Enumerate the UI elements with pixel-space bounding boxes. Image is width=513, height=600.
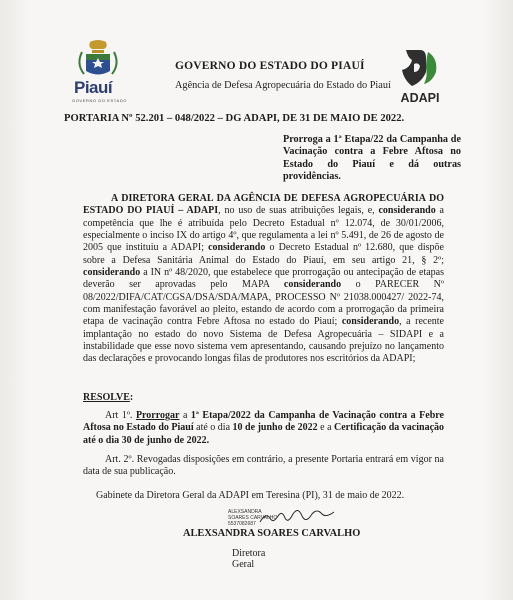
signer-role: Diretora Geral xyxy=(232,548,266,570)
ementa: Prorroga a 1ª Etapa/22 da Campanha de Vacinação contra a Febre Aftosa no Estado do Piauí e dá outras providências. xyxy=(283,134,461,183)
director-title: A DIRETORA GERAL DA AGÊNCIA DE DEFESA AGROPECUÁRIA DO ESTADO DO PIAUÍ – ADAPI xyxy=(83,193,444,217)
preamble-paragraph: A DIRETORA GERAL DA AGÊNCIA DE DEFESA AGROPECUÁRIA DO ESTADO DO PIAUÍ – ADAPI, no uso de suas atribuições legais, e, considerando a competência que lhe é atribuída pelo Decreto Estadual nº 12.074, de 30/01/2006, especialmente o inciso IX do artigo 4º, que regulamenta a lei nº 5.491, de 26 de agosto de 2005 que instituiu a ADAPI; considerando o Decreto Estadual nº 12.680, que dispõe sobre a Defesa Sanitária Animal do Estado do Piauí, em seu artigo 21, § 2º; considerando a IN nº 48/2020, que estabelece que prorrogação ou antecipação de etapas deverão ser aprovadas pelo MAPA considerando o PARECER Nº 08/2022/DIFA/CAT/CGSA/DSA/SDA/MAPA, PROCESSO Nº 21038.000427/ 2022-74, com manifestação favorável ao pleito, estando de acordo com a prorrogação da primeira etapa de vacinação contra Febre Aftosa no estado do Piauí; considerando, a recente implantação no estado do novo Sistema de Defesa Agropecuária – SIDAPI e a instabilidade que esse novo sistema vem apresentando, causando prejuízo no lançamento das declarações e provocando longas filas de produtores nos escritórios da ADAPI; xyxy=(83,193,444,365)
piaui-logo-subtext: GOVERNO DO ESTADO xyxy=(72,98,128,103)
portaria-heading: PORTARIA Nº 52.201 – 048/2022 – DG ADAPI, DE 31 DE MAIO DE 2022. xyxy=(64,113,405,124)
government-title: GOVERNO DO ESTADO DO PIAUÍ xyxy=(175,60,365,72)
digital-signature-stamp: ALEXSANDRA SOARES CARVALHO 5537082687 xyxy=(228,509,278,527)
article-1: Art 1º. Prorrogar a 1ª Etapa/2022 da Campanha de Vacinação contra a Febre Aftosa no Estado do Piauí até o dia 10 de junho de 2022 e a Certificação da vacinação até o dia 30 de junho de 2022. xyxy=(83,410,445,446)
adapi-logo-icon xyxy=(392,44,448,108)
agency-title: Agência de Defesa Agropecuária do Estado do Piauí xyxy=(175,80,391,91)
place-and-date: Gabinete da Diretora Geral da ADAPI em Teresina (PI), 31 de maio de 2022. xyxy=(96,490,405,501)
signer-name: ALEXSANDRA SOARES CARVALHO xyxy=(183,528,361,539)
adapi-logo-text: ADAPI xyxy=(400,91,440,105)
piaui-logo-text: Piauí xyxy=(74,78,113,97)
handwritten-signature-icon xyxy=(258,508,338,528)
letterhead xyxy=(0,0,513,108)
resolve-heading: RESOLVE: xyxy=(83,392,134,403)
article-2: Art. 2º. Revogadas disposições em contrário, a presente Portaria entrará em vigor na data de sua publicação. xyxy=(83,454,444,478)
